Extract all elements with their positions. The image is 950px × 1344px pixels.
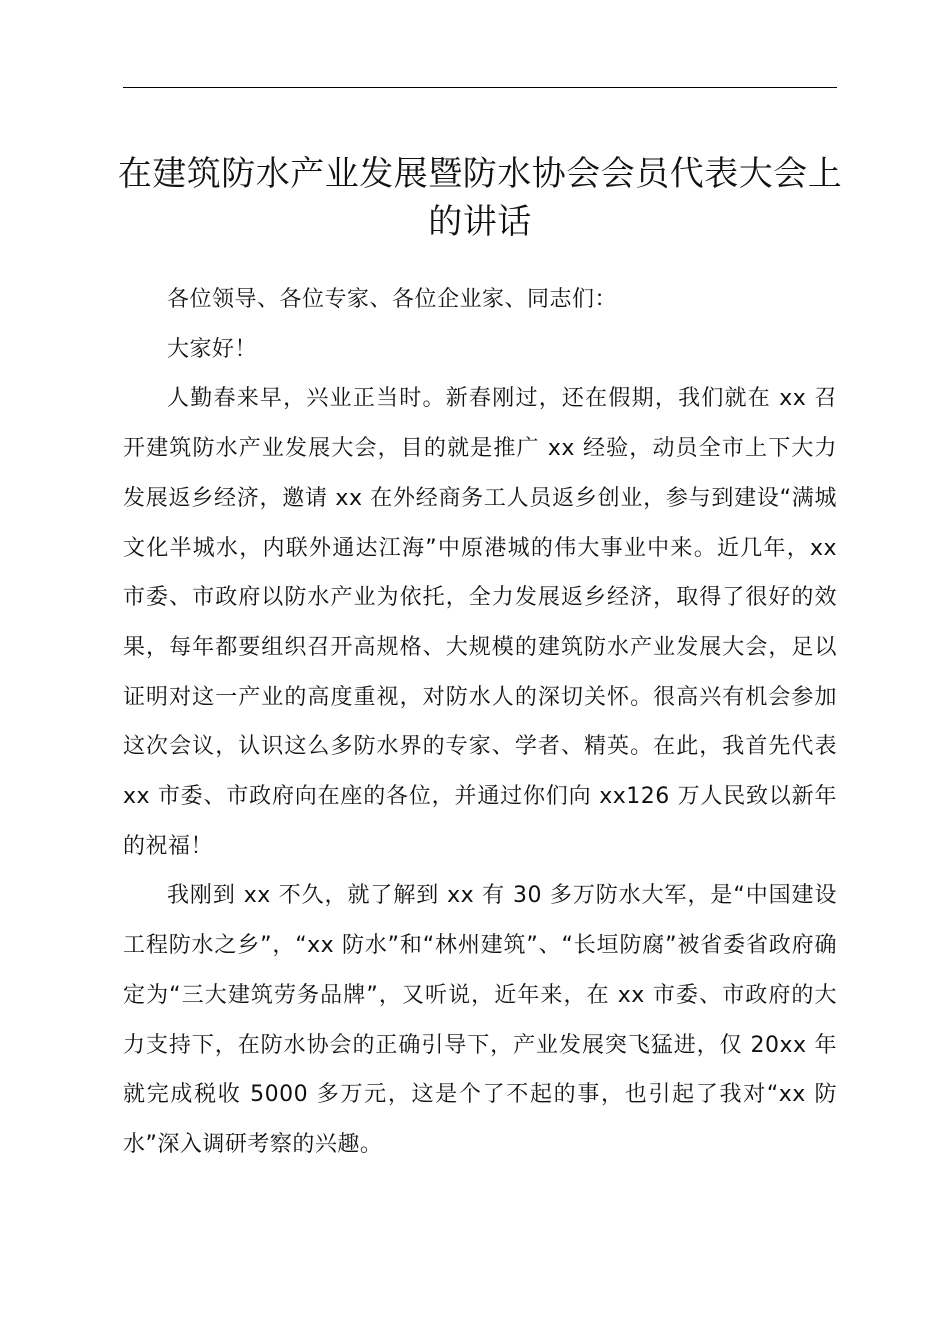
greeting: 大家好！	[167, 336, 258, 362]
document-title: 在建筑防水产业发展暨防水协会会员代表大会上的讲话	[117, 154, 843, 242]
salutation: 各位领导、各位专家、各位企业家、同志们：	[167, 287, 618, 312]
header-rule	[123, 87, 837, 88]
paragraph-2: 我刚到 xx 不久，就了解到 xx 有 30 多万防水大军，是“中国建设工程防水之乡”，“xx 防水”和“林州建筑”、“长垣防腐”被省委省政府确定为“三大建筑劳务品牌”，又听说，近年来，在 xx 市委、市政府的大力支持下，在防水协会的正确引导下，产业发展突飞猛进，仅 20xx 年就完成税收 5000 多万元，这是个了不起的事，也引起了我对“xx 防水”深入调研考察的兴趣。	[123, 883, 837, 1157]
paragraph-1: 人勤春来早，兴业正当时。新春刚过，还在假期，我们就在 xx 召开建筑防水产业发展大会，目的就是推广 xx 经验，动员全市上下大力发展返乡经济，邀请 xx 在外经商务工人员返乡创业，参与到建设“满城文化半城水，内联外通达江海”中原港城的伟大事业中来。近几年，xx 市委、市政府以防水产业为依托，全力发展返乡经济，取得了很好的效果，每年都要组织召开高规格、大规模的建筑防水产业发展大会，足以证明对这一产业的高度重视，对防水人的深切关怀。很高兴有机会参加这次会议，认识这么多防水界的专家、学者、精英。在此，我首先代表 xx 市委、市政府向在座的各位，并通过你们向 xx126 万人民致以新年的祝福！	[123, 386, 837, 859]
document-body	[123, 275, 837, 1170]
